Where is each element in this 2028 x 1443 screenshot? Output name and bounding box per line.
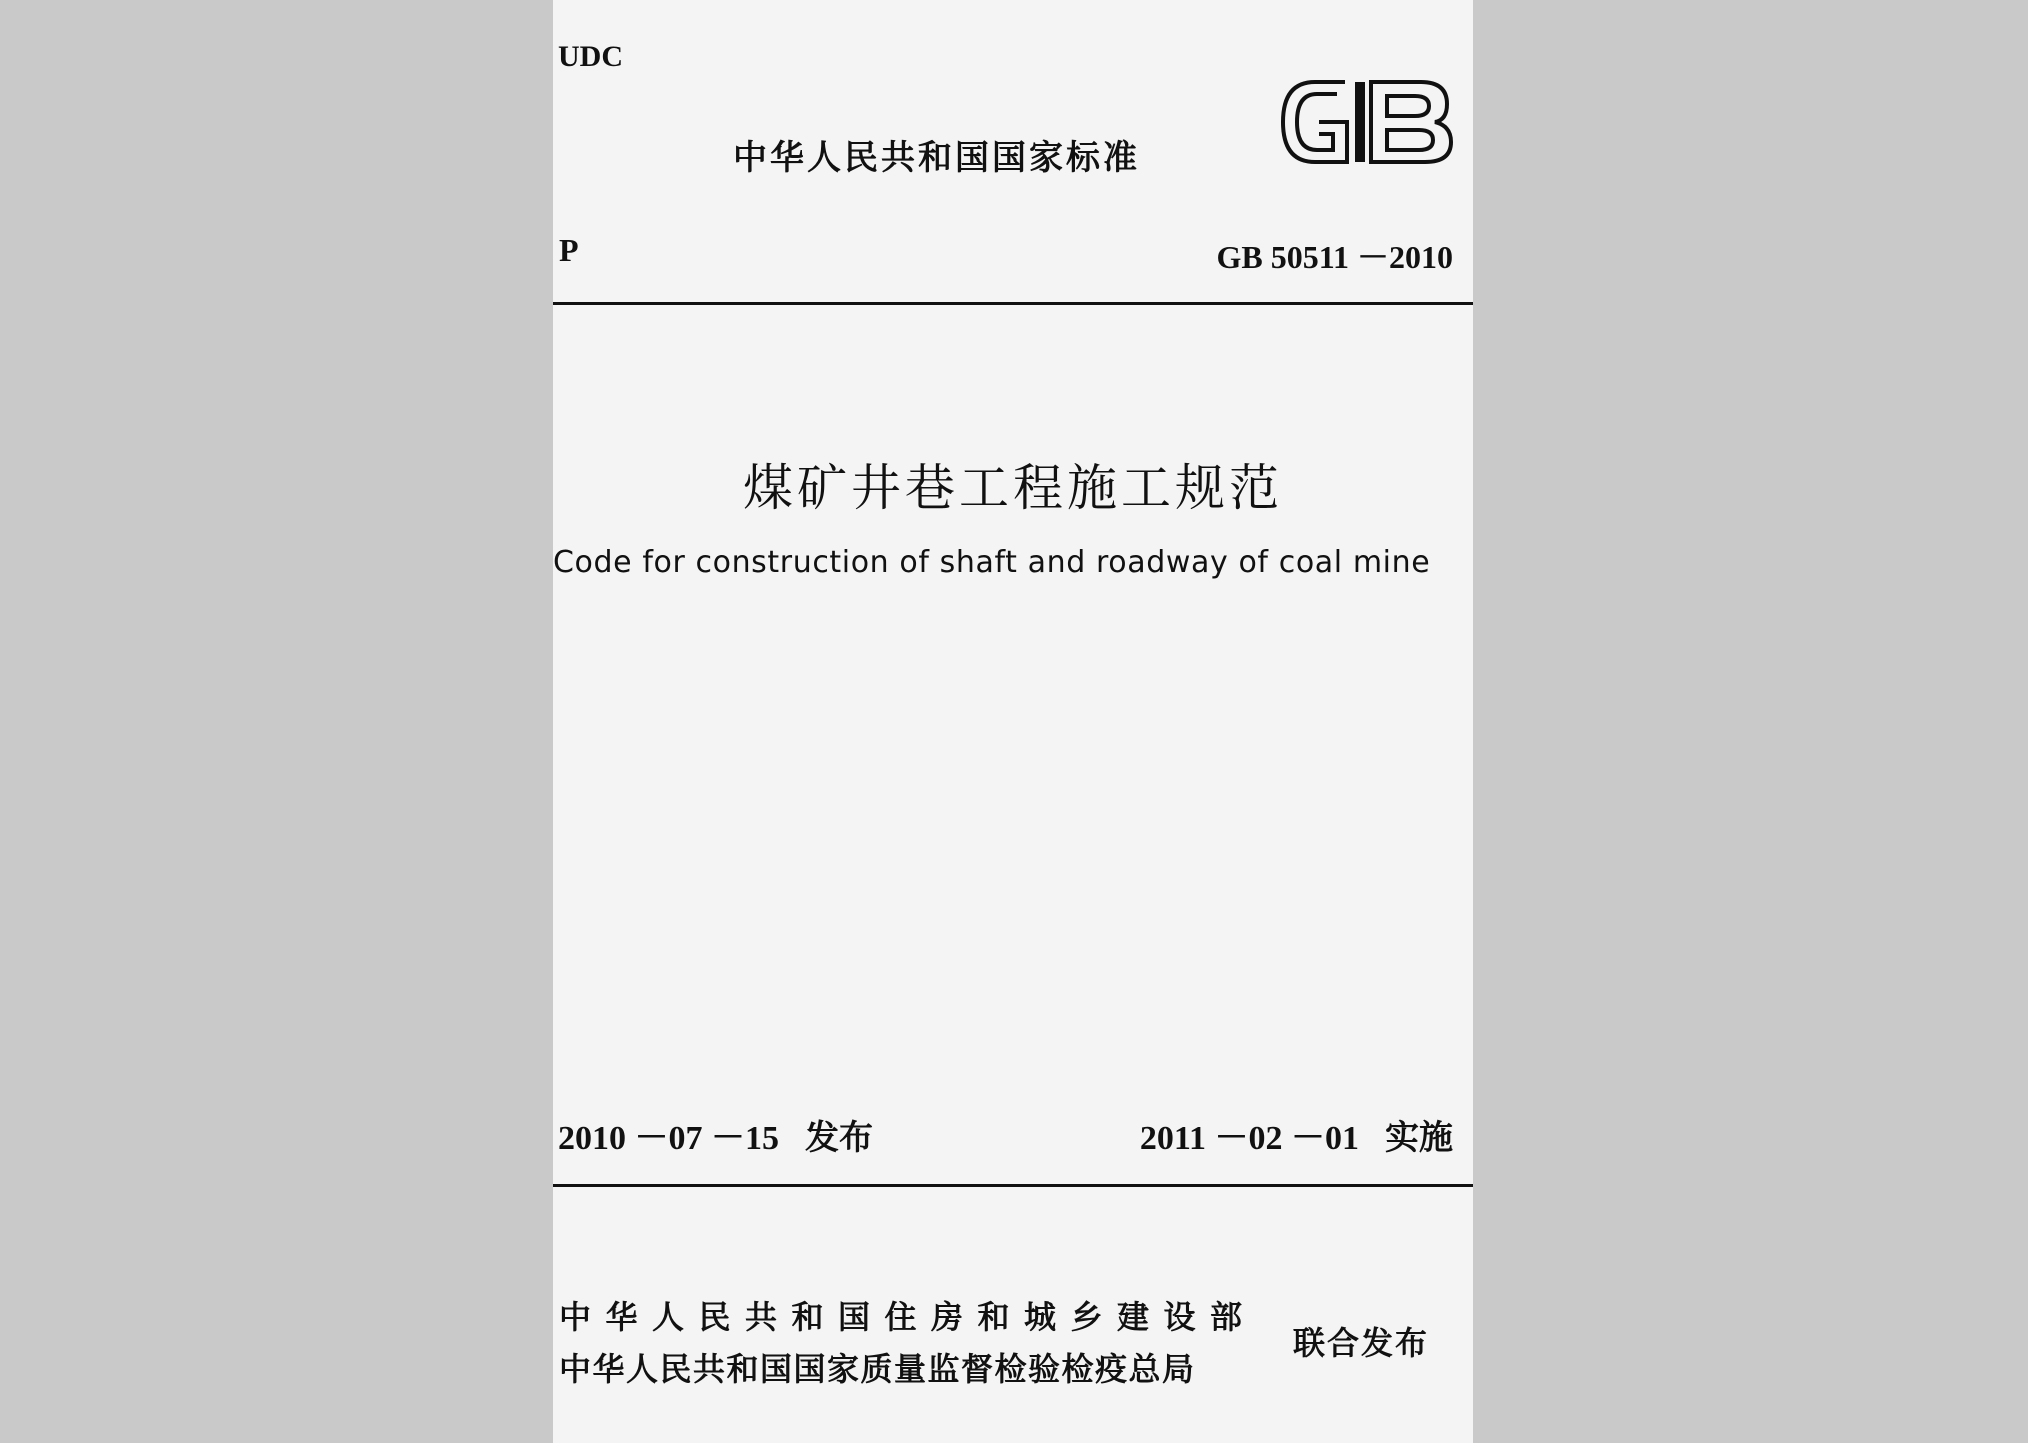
- implement-label: 实施: [1385, 1118, 1453, 1158]
- category-code: P: [559, 232, 579, 268]
- title-chinese: 煤矿井巷工程施工规范: [743, 459, 1283, 517]
- title-english: Code for construction of shaft and roadway of coal mine: [553, 545, 1431, 580]
- bottom-divider: [553, 1184, 1473, 1187]
- issue-label: 发布: [805, 1118, 873, 1158]
- top-divider: [553, 302, 1473, 305]
- joint-publish-label: 联合发布: [1293, 1324, 1430, 1362]
- gb-logo: [1275, 72, 1457, 172]
- issue-date-line: [558, 1110, 873, 1159]
- implement-date-line: [1140, 1110, 1453, 1159]
- udc-label: UDC: [558, 40, 623, 73]
- implement-date: 2011 －02 －01: [1139, 1120, 1359, 1157]
- publisher-ministry: 中华人民共和国住房和城乡建设部: [559, 1298, 1257, 1336]
- standard-cover-page: [553, 0, 1473, 1443]
- standard-type-heading: 中华人民共和国国家标准: [733, 138, 1140, 178]
- publisher-aqsiq: 中华人民共和国国家质量监督检验检疫总局: [559, 1350, 1196, 1388]
- issue-date: 2010 －07 －15: [558, 1120, 779, 1157]
- standard-number: GB 50511 －2010: [1216, 239, 1453, 275]
